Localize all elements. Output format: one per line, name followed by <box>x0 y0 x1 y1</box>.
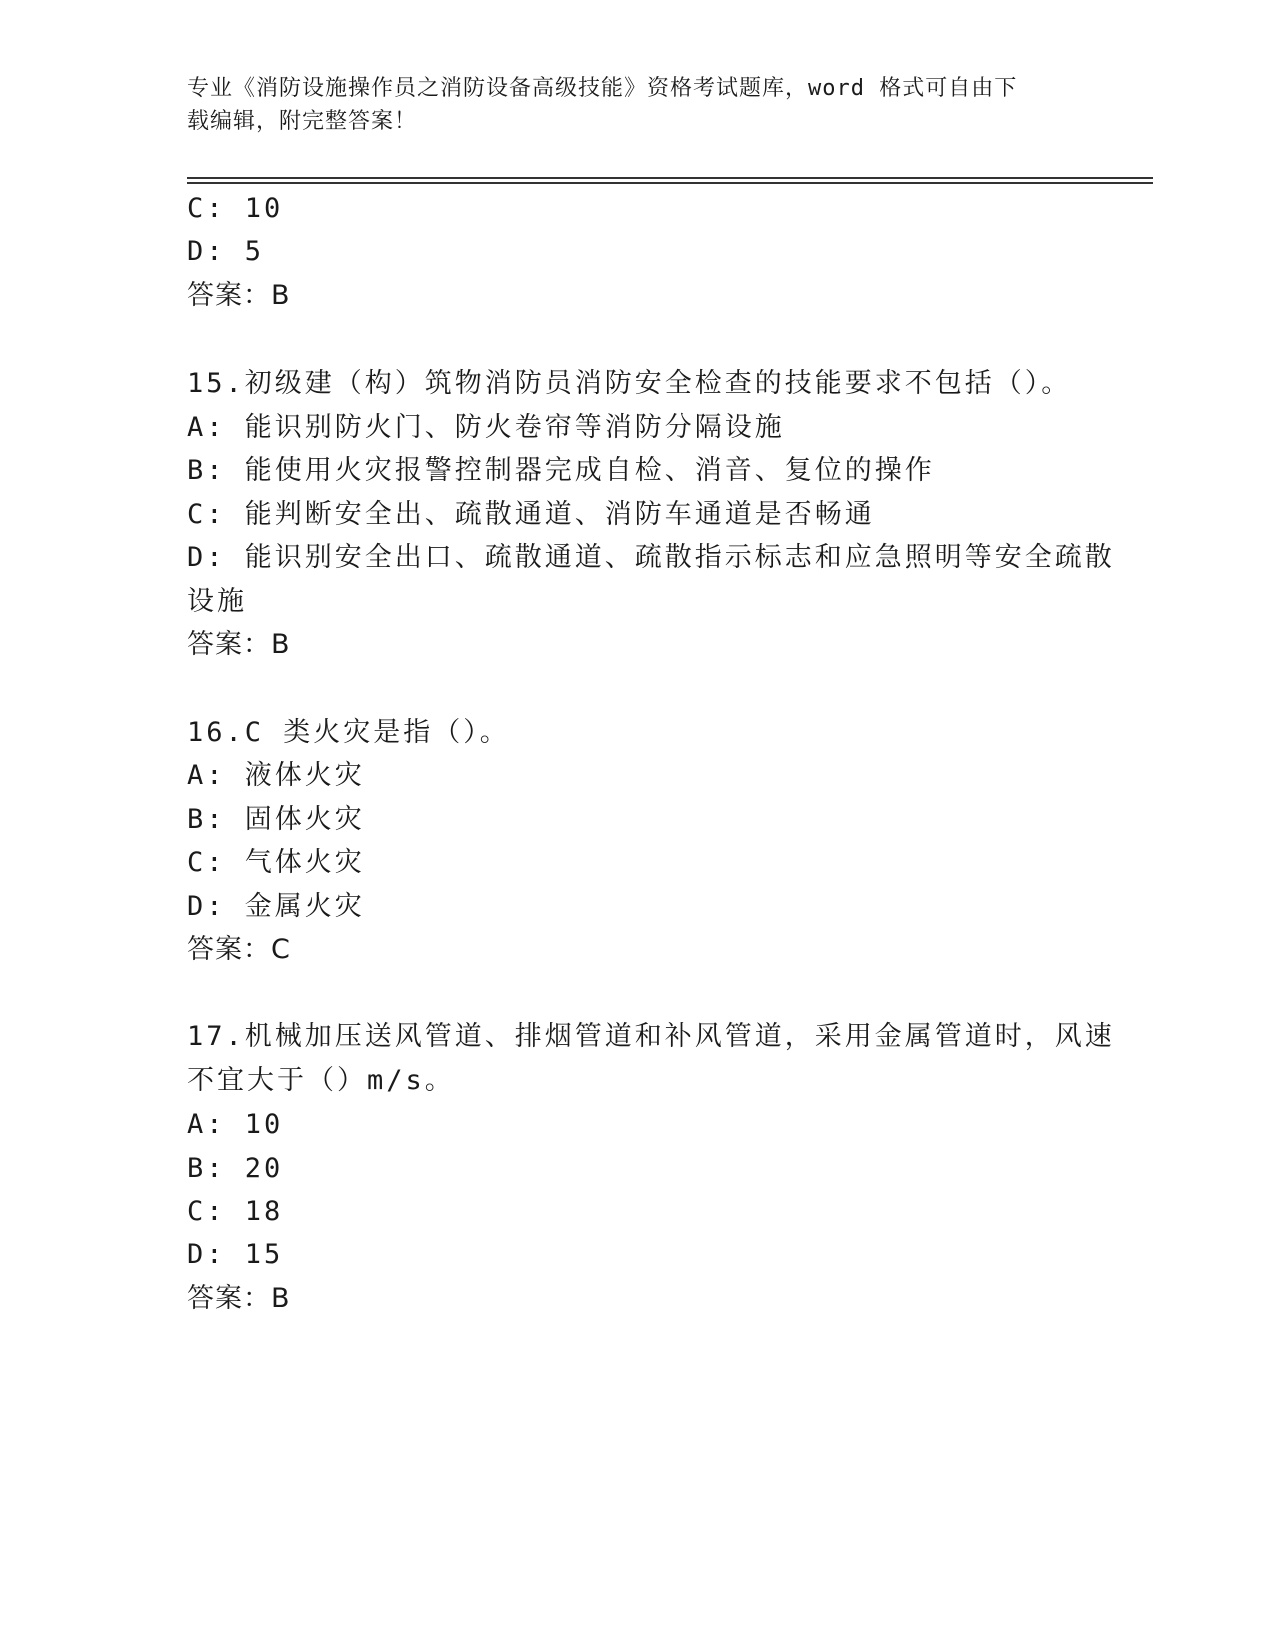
header-divider-bottom <box>187 182 1153 184</box>
q16-option-a: A: 液体火灾 <box>187 760 365 791</box>
q15-option-d-continued: 设施 <box>187 586 247 617</box>
q15-option-c: C: 能判断安全出、疏散通道、消防车通道是否畅通 <box>187 499 875 530</box>
q17-stem-line-1: 17.机械加压送风管道、排烟管道和补风管道，采用金属管道时，风速 <box>187 1021 1115 1052</box>
header-line-2: 载编辑，附完整答案！ <box>187 109 418 134</box>
q16-option-d: D: 金属火灾 <box>187 891 365 922</box>
header-divider-top <box>187 177 1153 179</box>
document-header <box>187 72 1067 138</box>
q17-option-a: A: 10 <box>187 1109 284 1140</box>
q17-option-c: C: 18 <box>187 1196 284 1227</box>
q15-option-b: B: 能使用火灾报警控制器完成自检、消音、复位的操作 <box>187 455 935 486</box>
q16-option-b: B: 固体火灾 <box>187 804 365 835</box>
prev-answer: 答案：B <box>187 280 291 311</box>
q15-option-a: A: 能识别防火门、防火卷帘等消防分隔设施 <box>187 412 785 443</box>
q16-option-c: C: 气体火灾 <box>187 847 365 878</box>
prev-option-c: C: 10 <box>187 193 284 224</box>
q17-option-d: D: 15 <box>187 1239 284 1270</box>
q17-stem-line-2: 不宜大于（）m/s。 <box>187 1065 455 1096</box>
q17-option-b: B: 20 <box>187 1153 284 1184</box>
q16-stem: 16.C 类火灾是指（）。 <box>187 717 510 748</box>
q15-answer: 答案：B <box>187 629 291 660</box>
q15-option-d: D: 能识别安全出口、疏散通道、疏散指示标志和应急照明等安全疏散 <box>187 542 1115 573</box>
q16-answer: 答案：C <box>187 934 291 965</box>
q17-answer: 答案：B <box>187 1283 291 1314</box>
header-line-1: 专业《消防设施操作员之消防设备高级技能》资格考试题库，word 格式可自由下 <box>187 76 1018 101</box>
prev-option-d: D: 5 <box>187 236 265 267</box>
q15-stem: 15.初级建（构）筑物消防员消防安全检查的技能要求不包括（）。 <box>187 368 1072 399</box>
